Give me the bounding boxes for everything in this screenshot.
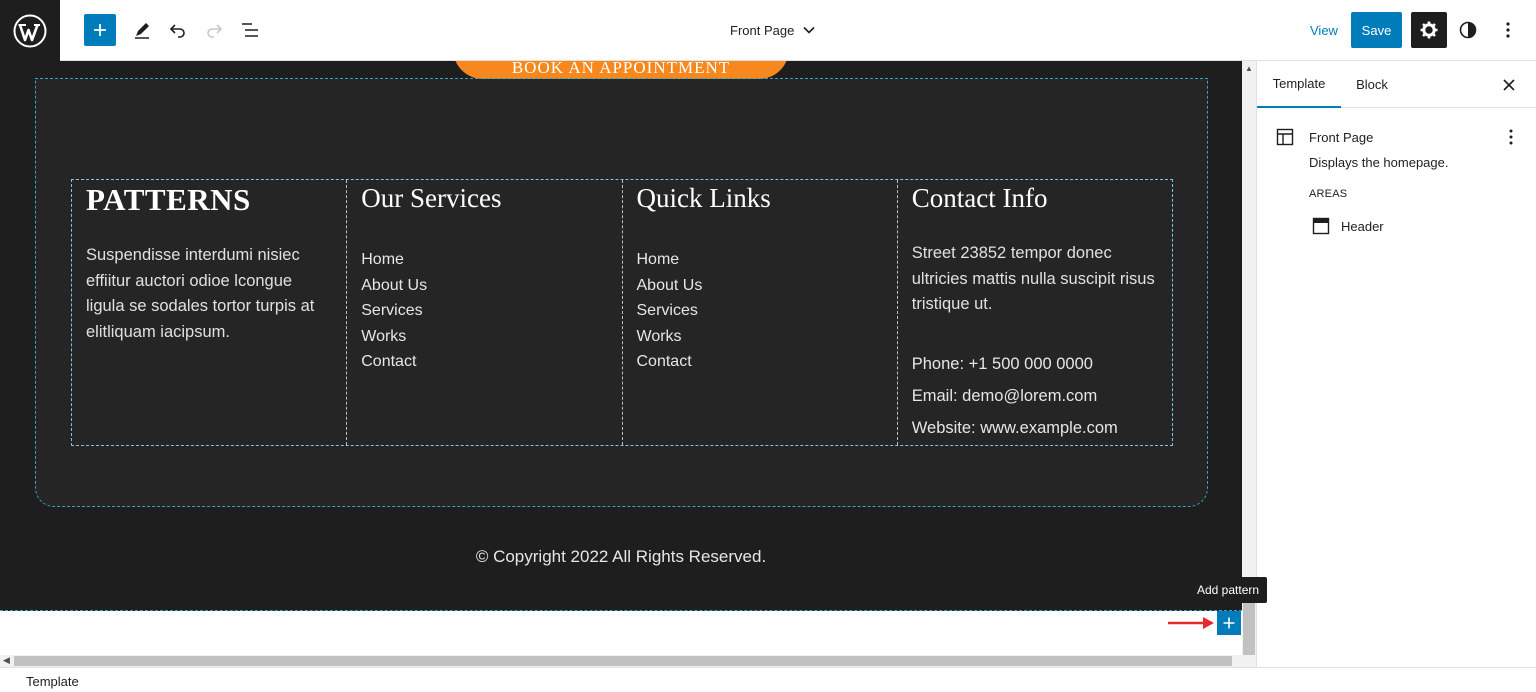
editor-canvas[interactable] — [0, 61, 1242, 655]
add-block-button[interactable] — [84, 14, 116, 46]
areas-heading: AREAS — [1309, 188, 1348, 200]
list-item[interactable]: Services — [636, 302, 698, 320]
red-arrow-icon — [1167, 613, 1215, 633]
scrollbar-thumb[interactable] — [14, 656, 1232, 666]
contact-details — [912, 348, 1158, 444]
column-our-services[interactable] — [347, 180, 622, 445]
document-title: Front Page — [730, 22, 795, 38]
sidebar-tabs — [1257, 61, 1536, 108]
template-description: Displays the homepage. — [1309, 155, 1449, 170]
plus-icon — [92, 22, 108, 38]
block-breadcrumb-bar — [0, 667, 1536, 692]
list-view-icon — [240, 20, 260, 40]
brand-heading[interactable]: PATTERNS — [86, 182, 251, 217]
half-circle-contrast-icon — [1458, 20, 1478, 40]
book-appointment-button[interactable]: BOOK AN APPOINTMENT — [453, 61, 789, 79]
add-pattern-tooltip: Add pattern — [1189, 577, 1267, 603]
quick-links-list — [637, 247, 883, 375]
template-card — [1273, 125, 1521, 149]
scroll-up-arrow-icon[interactable]: ▲ — [1245, 64, 1253, 73]
layout-icon — [1275, 127, 1295, 147]
pencil-icon — [132, 20, 152, 40]
breadcrumb-template[interactable]: Template — [26, 674, 79, 689]
tab-block[interactable]: Block — [1356, 77, 1388, 92]
area-label: Header — [1341, 219, 1384, 234]
list-item[interactable]: Contact — [636, 353, 692, 371]
services-list — [361, 247, 607, 375]
horizontal-scrollbar[interactable] — [0, 655, 1256, 667]
contact-email[interactable]: Email: demo@lorem.com — [911, 386, 1098, 405]
save-button[interactable]: Save — [1351, 12, 1402, 48]
header-icon — [1312, 217, 1330, 235]
block-insertion-line — [0, 610, 1242, 611]
redo-button[interactable] — [198, 14, 230, 46]
vertical-ellipsis-icon — [1498, 20, 1518, 40]
styles-button[interactable] — [1452, 14, 1484, 46]
undo-button[interactable] — [162, 14, 194, 46]
list-item[interactable]: Works — [636, 327, 682, 345]
list-item[interactable]: Works — [361, 327, 407, 345]
plus-icon — [1222, 616, 1236, 630]
column-quick-links[interactable] — [623, 180, 898, 445]
document-title-dropdown[interactable] — [730, 14, 816, 46]
contact-phone[interactable]: Phone: +1 500 000 0000 — [911, 354, 1093, 373]
contact-heading[interactable]: Contact Info — [911, 183, 1048, 213]
tab-template[interactable]: Template — [1257, 61, 1341, 108]
list-item[interactable]: Services — [361, 302, 423, 320]
template-title: Front Page — [1309, 130, 1374, 145]
brand-description[interactable]: Suspendisse interdumi nisiec effiitur auctori odioe lcongue ligula se sodales tortor turpis at elitliquam iacipsum. — [86, 246, 315, 341]
list-item[interactable]: About Us — [361, 276, 428, 294]
tools-button[interactable] — [126, 14, 158, 46]
column-contact-info[interactable] — [898, 180, 1172, 445]
add-pattern-button[interactable] — [1217, 611, 1241, 635]
list-item[interactable]: Home — [361, 251, 404, 268]
footer-group-block[interactable] — [36, 79, 1207, 506]
view-link[interactable]: View — [1310, 22, 1338, 38]
close-icon — [1502, 78, 1516, 92]
vertical-scrollbar[interactable] — [1242, 61, 1256, 655]
editor-header — [0, 0, 1536, 61]
footer-template-part[interactable] — [0, 61, 1242, 611]
list-view-button[interactable] — [234, 14, 266, 46]
redo-icon — [204, 20, 224, 40]
contact-address[interactable]: Street 23852 tempor donec ultricies mattis nulla suscipit risus tristique ut. — [911, 244, 1155, 313]
quick-links-heading[interactable]: Quick Links — [636, 183, 771, 213]
chevron-down-icon — [802, 23, 816, 37]
services-heading[interactable]: Our Services — [361, 183, 502, 213]
wordpress-logo-icon[interactable] — [0, 0, 60, 61]
settings-button[interactable] — [1411, 12, 1447, 48]
scrollbar-thumb[interactable] — [1243, 598, 1255, 655]
copyright-text[interactable]: © Copyright 2022 All Rights Reserved. — [475, 547, 767, 566]
contact-website[interactable]: Website: www.example.com — [911, 418, 1118, 437]
list-item[interactable]: Home — [636, 251, 680, 268]
undo-icon — [168, 20, 188, 40]
close-sidebar-button[interactable] — [1497, 73, 1521, 97]
options-button[interactable] — [1492, 14, 1524, 46]
list-item[interactable]: About Us — [636, 276, 703, 294]
list-item[interactable]: Contact — [361, 353, 417, 371]
scroll-left-arrow-icon[interactable]: ◀ — [3, 655, 10, 665]
gear-icon — [1419, 20, 1439, 40]
template-actions-vertical-ellipsis-icon[interactable] — [1501, 127, 1521, 147]
column-patterns[interactable] — [72, 180, 347, 445]
footer-columns[interactable] — [71, 179, 1173, 446]
settings-sidebar — [1256, 61, 1536, 667]
